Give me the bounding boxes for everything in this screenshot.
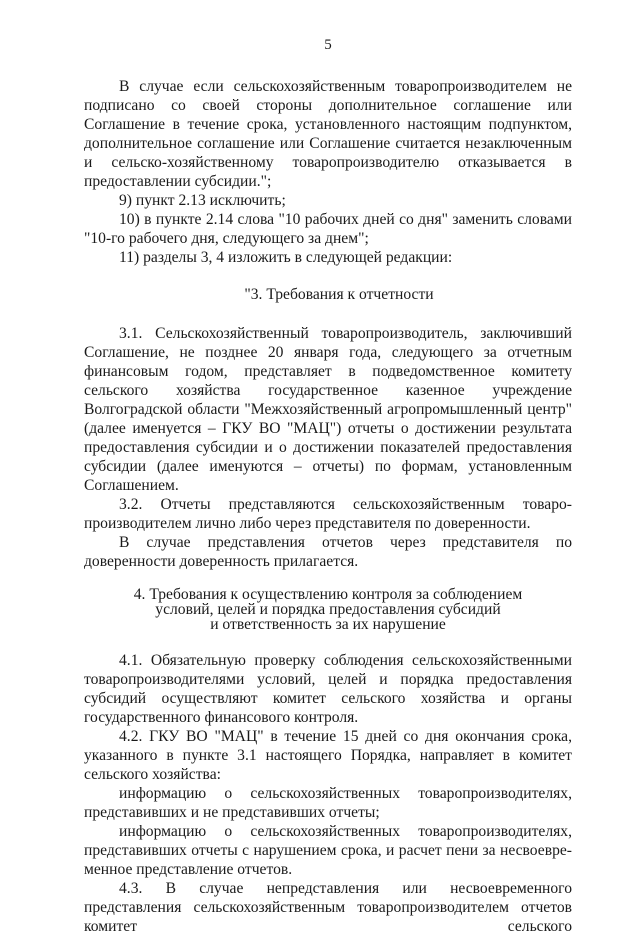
paragraph-3-1: 3.1. Сельскохозяйственный товаропроизводитель, заключивший Соглашение, не позднее 20 января года, следующего за отчетным финансовым годом, представляет в подведомственное комитету сельского хозяйства государственное казенное учреждение Волгоградской области "Межхозяйственный агропромышленный центр" (далее именуется – ГКУ ВО "МАЦ") отчеты о достижении результата предоставления субсидии и о достижении показателей предоставления субсидии (далее именуются – отчеты) по формам, установленным Соглашением. [84,325,572,494]
section-4-heading-line-3: и ответственность за их нарушение [210,616,446,633]
section-4-heading-line-1: 4. Требования к осуществлению контроля за соблюдением [133,586,523,603]
paragraph-3-2-proxy: В случае представления отчетов через представителя по доверенности доверенность прилагается. [84,534,572,570]
item-9: 9) пункт 2.13 исключить; [119,192,286,209]
section-4-heading [84,587,572,632]
item-11: 11) разделы 3, 4 изложить в следующей редакции: [119,249,453,266]
section-4-heading-line-2: условий, целей и порядка предоставления субсидий [155,601,501,618]
page-number: 5 [324,37,332,53]
paragraph-4-2-info-submitted: информацию о сельскохозяйственных товаропроизводителях, представивших и не представивших отчеты; [84,785,572,821]
paragraph-unsigned-agreement: В случае если сельскохозяйственным товаропроизводителем не подписано со своей стороны дополнительное соглашение или Соглашение в течение срока, установленного настоящим подпунктом, дополнительное соглашение или Соглашение считается незаключенным и сельско-хозяйственному товаропроизводителю отказывается в предоставлении субсидии."; [84,78,572,190]
section-3-heading: "3. Требования к отчетности [244,286,434,303]
paragraph-4-3: 4.3. В случае непредставления или несвоевременного представления сельскохозяйственным товаропроизводителем отчетов комитет сельского [84,880,572,935]
paragraph-4-1: 4.1. Обязательную проверку соблюдения сельскохозяйственными товаропроизводителями условий, целей и порядка предоставления субсидий осуществляют комитет сельского хозяйства и органы государственного финансового контроля. [84,652,572,726]
paragraph-4-2-info-late: информацию о сельскохозяйственных товаропроизводителях, представивших отчеты с нарушением срока, и расчет пени за несвоевре-менное представление отчетов. [84,823,572,878]
paragraph-3-2: 3.2. Отчеты представляются сельскохозяйственным товаро-производителем лично либо через представителя по доверенности. [84,496,572,532]
item-10: 10) в пункте 2.14 слова "10 рабочих дней со дня" заменить словами "10-го рабочего дня, следующего за днем"; [84,211,572,247]
paragraph-4-2: 4.2. ГКУ ВО "МАЦ" в течение 15 дней со дня окончания срока, указанного в пункте 3.1 настоящего Порядка, направляет в комитет сельского хозяйства: [84,728,572,783]
document-page [84,36,572,936]
